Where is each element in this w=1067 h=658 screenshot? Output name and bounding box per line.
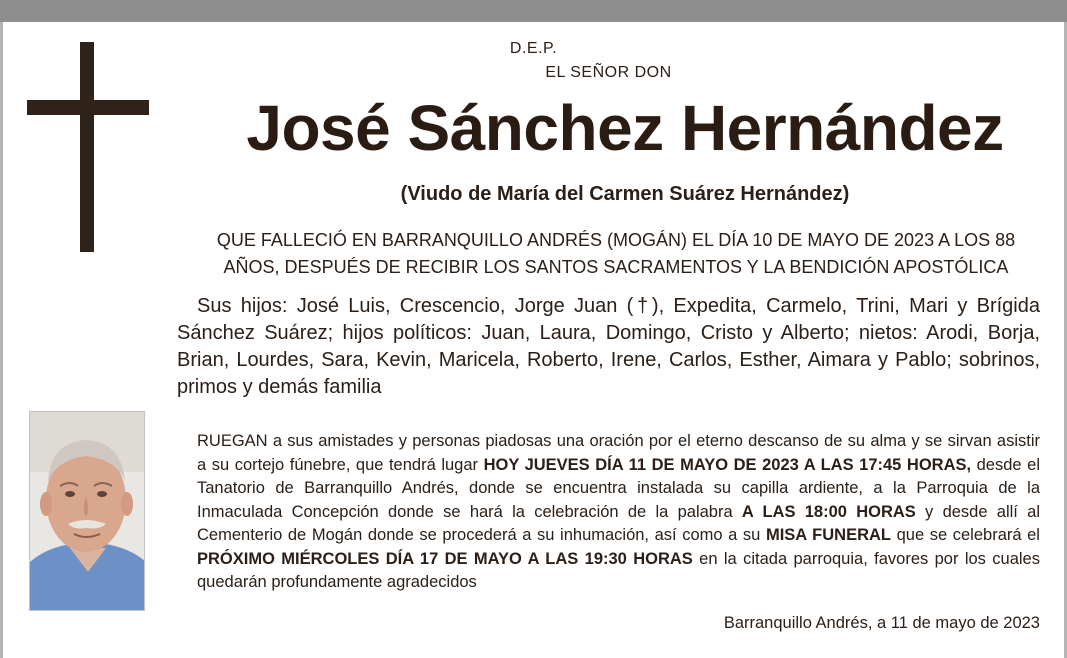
request-text-part: desde el Tanatorio de Barranquillo Andrés, donde se encuentra instalada su capilla ardiente, a la Parroquia de la Inmaculada Concepción donde se hará la celebración de la palabra: [197, 455, 1040, 521]
cross-horizontal-bar: [27, 100, 149, 115]
death-notice-line: AÑOS, DESPUÉS DE RECIBIR LOS SANTOS SACRAMENTOS Y LA BENDICIÓN APOSTÓLICA: [223, 257, 1009, 277]
top-frame-bar: [0, 0, 1067, 22]
request-text-part: RUEGAN a sus amistades y personas piadosas una oración por el eterno descanso de su alma y se sirvan asistir a su cortejo fúnebre, que tendrá lugar: [197, 432, 1040, 474]
funeral-mass-bold: MISA FUNERAL: [765, 526, 892, 544]
request-text-part: y desde allí al Cementerio de Mogán donde se procederá a su inhumación, así como a su: [197, 502, 1040, 544]
place-and-date: Barranquillo Andrés, a 11 de mayo de 2023: [723, 614, 1040, 632]
portrait-photo: [29, 411, 145, 611]
dep-heading: D.E.P.: [509, 40, 558, 57]
ceremony-time-bold: A LAS 18:00 HORAS: [741, 502, 916, 521]
request-paragraph: [177, 430, 1040, 595]
request-text-part: que se celebrará el: [891, 526, 1040, 544]
family-paragraph: [177, 293, 1040, 401]
portrait-illustration: [30, 412, 145, 611]
left-frame-border: [0, 22, 3, 658]
widow-note: (Viudo de María del Carmen Suárez Hernández): [400, 183, 850, 205]
family-text: Sus hijos: José Luis, Crescencio, Jorge Juan (†), Expedita, Carmelo, Trini, Mari y Brígida Sánchez Suárez; hijos políticos: Juan, Laura, Domingo, Cristo y Alberto; nietos: Arodi, Borja, Brian, Lourdes, Sara, Kevin, Maricela, Roberto, Irene, Carlos, Esther, Aimara y Pablo; sobrinos, primos y demás familia: [177, 295, 1040, 398]
request-text-part: en la citada parroquia, favores por los cuales quedarán profundamente agradecidos: [197, 549, 1040, 591]
death-notice-line: QUE FALLECIÓ EN BARRANQUILLO ANDRÉS (MOGÁN) EL DÍA 10 DE MAYO DE 2023 A LOS 88: [216, 230, 1016, 250]
death-notice: [160, 227, 1067, 281]
mass-date-bold: PRÓXIMO MIÉRCOLES DÍA 17 DE MAYO A LAS 19:30 HORAS: [197, 549, 693, 568]
request-text: [177, 430, 1040, 595]
honorific-line: EL SEÑOR DON: [545, 64, 672, 81]
burial-time-bold: HOY JUEVES DÍA 11 DE MAYO DE 2023 A LAS 17:45 HORAS,: [483, 455, 972, 474]
deceased-name: José Sánchez Hernández: [246, 92, 1004, 164]
